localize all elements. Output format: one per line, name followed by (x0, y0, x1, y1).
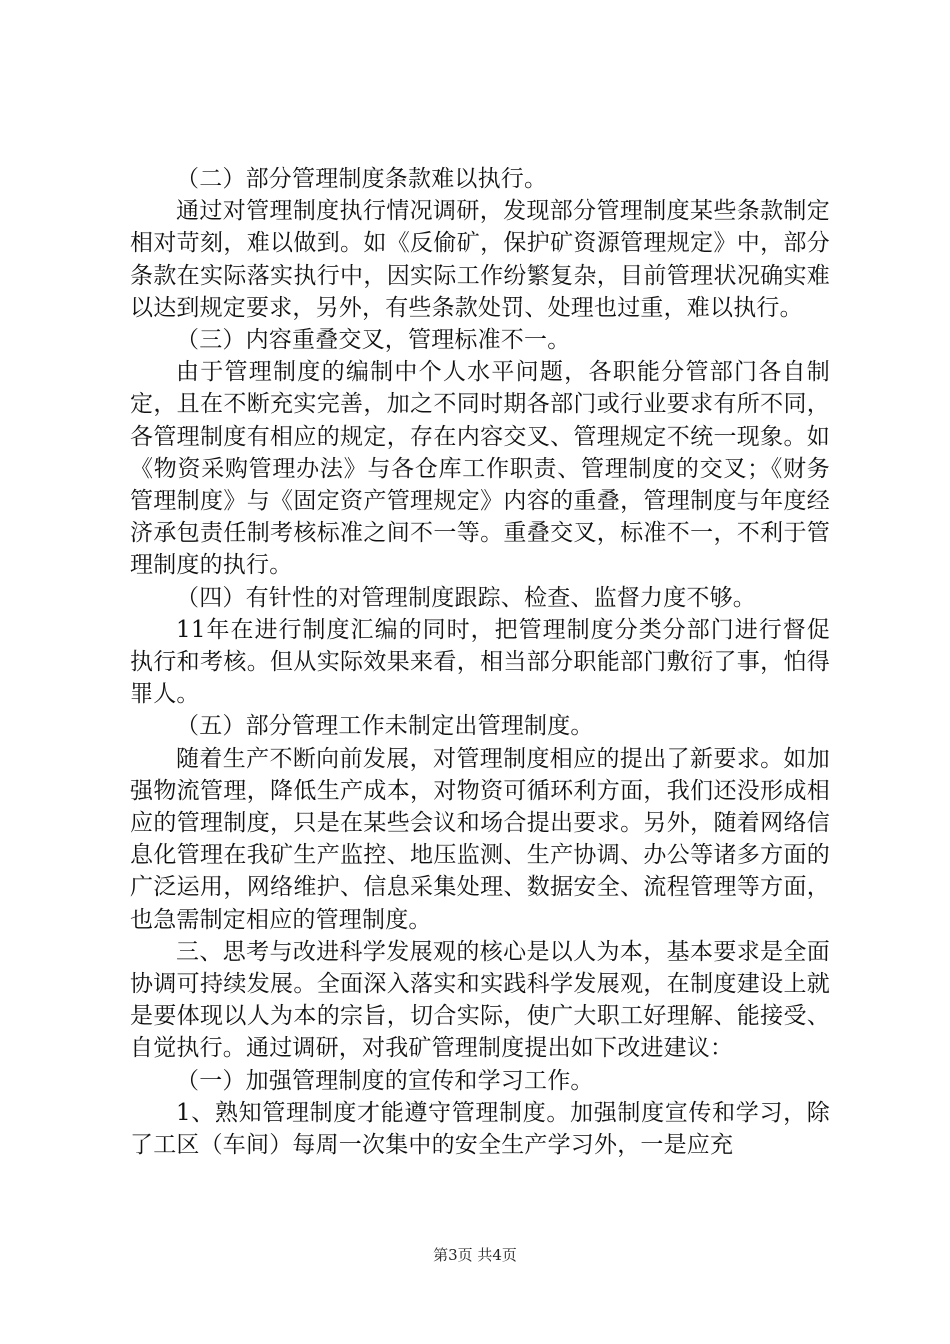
paragraph: 通过对管理制度执行情况调研，发现部分管理制度某些条款制定相对苛刻，难以做到。如《反偷矿，保护矿资源管理规定》中，部分条款在实际落实执行中，因实际工作纷繁复杂，目前管理状况确实难以达到规定要求，另外，有些条款处罚、处理也过重，难以执行。 (130, 198, 830, 321)
section-heading-3: 三、思考与改进科学发展观的核心是以人为本，基本要求是全面协调可持续发展。全面深入落实和实践科学发展观，在制度建设上就是要体现以人为本的宗旨，切合实际，使广大职工好理解、能接受、自觉执行。通过调研，对我矿管理制度提出如下改进建议： (130, 938, 830, 1062)
paragraph: 11年在进行制度汇编的同时，把管理制度分类分部门进行督促执行和考核。但从实际效果来看，相当部分职能部门敷衍了事，怕得罪人。 (130, 616, 830, 708)
subheading-4: （四）有针性的对管理制度跟踪、检查、监督力度不够。 (176, 584, 756, 611)
subheading-5: （五）部分管理工作未制定出管理制度。 (176, 713, 594, 740)
subheading-1: （一）加强管理制度的宣传和学习工作。 (176, 1067, 594, 1094)
paragraph: 由于管理制度的编制中个人水平问题，各职能分管部门各自制定，且在不断充实完善，加之不同时期各部门或行业要求有所不同，各管理制度有相应的规定，存在内容交叉、管理规定不统一现象。如《物资采购管理办法》与各仓库工作职责、管理制度的交叉；《财务管理制度》与《固定资产管理规定》内容的重叠，管理制度与年度经济承包责任制考核标准之间不一等。重叠交叉，标准不一，不利于管理制度的执行。 (130, 359, 830, 579)
document-body (130, 163, 830, 1161)
page-number-footer: 第3页 共4页 (433, 1246, 517, 1264)
subheading-2: （二）部分管理制度条款难以执行。 (176, 166, 548, 192)
subheading-3: （三）内容重叠交叉，管理标准不一。 (176, 327, 571, 354)
paragraph: 1、熟知管理制度才能遵守管理制度。加强制度宣传和学习，除了工区（车间）每周一次集中的安全生产学习外，一是应充 (130, 1099, 830, 1159)
paragraph: 随着生产不断向前发展，对管理制度相应的提出了新要求。如加强物流管理，降低生产成本，对物资可循环利方面，我们还没形成相应的管理制度，只是在某些会议和场合提出要求。另外，随着网络信息化管理在我矿生产监控、地压监测、生产协调、办公等诸多方面的广泛运用，网络维护、信息采集处理、数据安全、流程管理等方面，也急需制定相应的管理制度。 (130, 745, 830, 933)
